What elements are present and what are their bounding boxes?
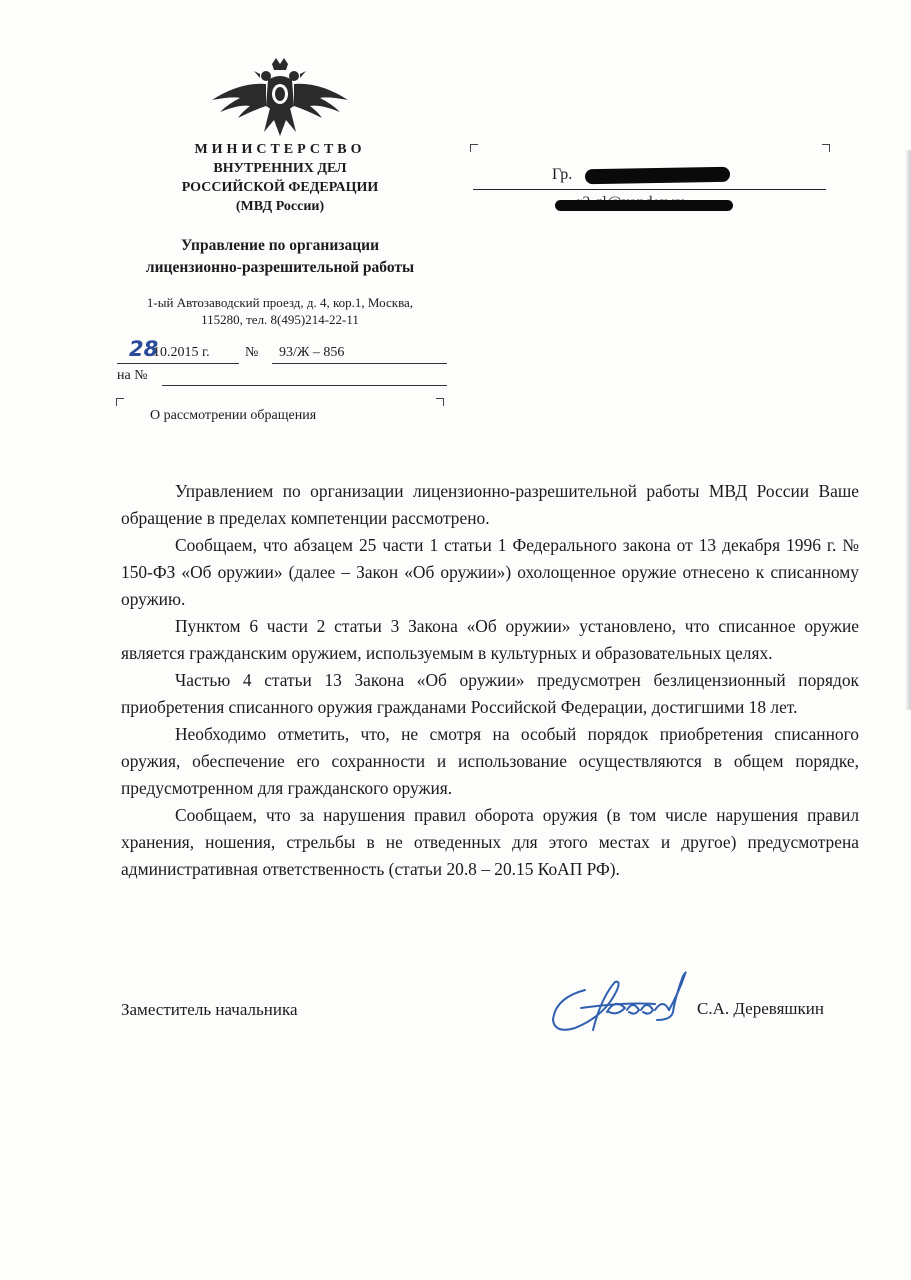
ministry-line: ВНУТРЕННИХ ДЕЛ [213,161,347,176]
sender-address [100,294,460,328]
double-headed-eagle-emblem-icon [210,58,350,140]
ministry-name [140,140,420,216]
number-sign: № [245,345,259,360]
corner-mark [116,398,124,406]
date-printed: 10.2015 г. [153,345,210,360]
registration-number: 93/Ж – 856 [279,345,345,360]
signatory-title: Заместитель начальника [121,1000,298,1019]
body-paragraph: Управлением по организации лицензионно-разрешительной работы МВД России Ваше обращение в пределах компетенции рассмотрено. [121,481,859,528]
handwritten-day: 28 [129,337,159,361]
letter-subject: О рассмотрении обращения [150,408,317,423]
redacted-name [585,167,730,185]
ministry-line: РОССИЙСКОЙ ФЕДЕРАЦИИ [181,180,379,195]
ministry-line: МИНИСТЕРСТВО [194,142,366,157]
corner-mark [436,398,444,406]
recipient-prefix: Гр. [552,166,573,183]
letter-body [121,478,859,883]
department-line: Управление по организации [180,237,380,254]
addressee-underline [473,189,826,190]
handwritten-signature-icon [545,968,695,1040]
department-line: лицензионно-разрешительной работы [145,259,415,276]
body-paragraph: Пунктом 6 части 2 статьи 3 Закона «Об оружии» установлено, что списанное оружие является гражданским оружием, используемым в культурных и образовательных целях. [121,616,859,663]
ministry-line: (МВД России) [235,199,325,214]
date-underline [117,363,239,364]
body-paragraph: Сообщаем, что абзацем 25 части 1 статьи 1 Федерального закона от 13 декабря 1996 г. № 150-ФЗ «Об оружии» (далее – Закон «Об оружии») охолощенное оружие отнесено к списанному оружию. [121,535,859,609]
page-edge-shadow [906,150,911,710]
body-paragraph: Частью 4 статьи 13 Закона «Об оружии» предусмотрен безлицензионный порядок приобретения списанного оружия гражданами Российской Федерации, достигшими 18 лет. [121,670,859,717]
corner-mark [470,144,478,152]
reference-number-line [117,368,447,388]
redacted-email [555,200,733,211]
signatory-name: С.А. Деревяшкин [697,999,824,1018]
corner-mark [822,144,830,152]
address-line: 115280, тел. 8(495)214-22-11 [201,312,359,327]
date-number-line [117,337,447,365]
reference-label: на № [117,368,148,383]
reference-underline [162,385,447,386]
number-underline [272,363,447,364]
body-paragraph: Необходимо отметить, что, не смотря на особый порядок приобретения списанного оружия, обеспечение его сохранности и использование осуществляются в общем порядке, предусмотренном для гражданского оружия. [121,724,859,798]
body-paragraph: Сообщаем, что за нарушения правил оборота оружия (в том числе нарушения правил хранения, ношения, стрельбы в не отведенных для этого местах и другое) предусмотрена административная ответственность (статьи 20.8 – 20.15 КоАП РФ). [121,805,859,879]
department-name [100,235,460,279]
recipient-email-area [555,192,735,216]
address-line: 1-ый Автозаводский проезд, д. 4, кор.1, Москва, [146,295,414,310]
